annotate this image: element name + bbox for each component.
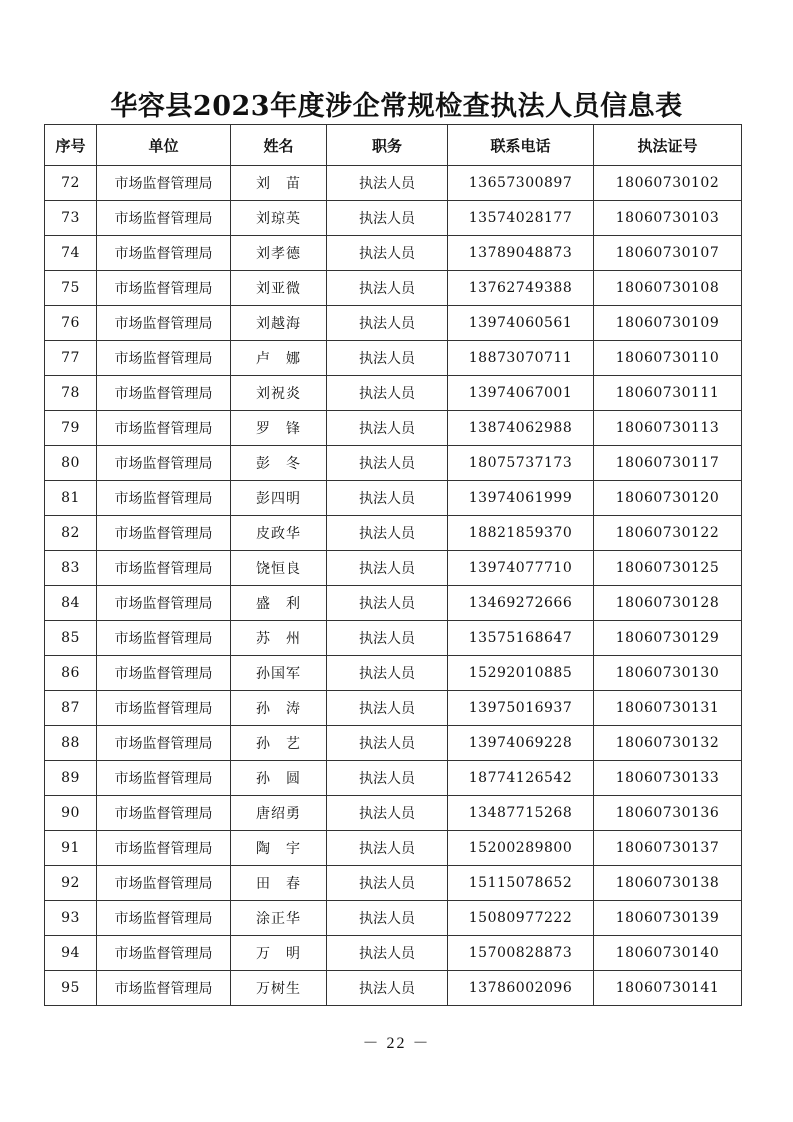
- license-cell: 18060730140: [594, 936, 742, 971]
- index-cell: 73: [45, 201, 97, 236]
- table-header-row: [45, 125, 742, 166]
- name-cell: 孙 艺: [231, 726, 327, 761]
- position-cell: 执法人员: [327, 621, 448, 656]
- name-cell: 刘 苗: [231, 166, 327, 201]
- name-cell: 田 春: [231, 866, 327, 901]
- phone-cell: 15292010885: [448, 656, 594, 691]
- phone-cell: 13974067001: [448, 376, 594, 411]
- license-cell: 18060730136: [594, 796, 742, 831]
- table-row: [45, 691, 742, 726]
- table-row: [45, 481, 742, 516]
- unit-cell: 市场监督管理局: [97, 796, 231, 831]
- index-cell: 93: [45, 901, 97, 936]
- phone-cell: 13974069228: [448, 726, 594, 761]
- phone-cell: 15700828873: [448, 936, 594, 971]
- table-row: [45, 901, 742, 936]
- license-cell: 18060730103: [594, 201, 742, 236]
- unit-cell: 市场监督管理局: [97, 831, 231, 866]
- license-cell: 18060730137: [594, 831, 742, 866]
- table-row: [45, 761, 742, 796]
- header-position: 职务: [327, 125, 448, 166]
- unit-cell: 市场监督管理局: [97, 446, 231, 481]
- phone-cell: 15200289800: [448, 831, 594, 866]
- page-title: 华容县2023年度涉企常规检查执法人员信息表: [110, 91, 683, 122]
- phone-cell: 13786002096: [448, 971, 594, 1006]
- phone-cell: 18821859370: [448, 516, 594, 551]
- position-cell: 执法人员: [327, 936, 448, 971]
- unit-cell: 市场监督管理局: [97, 901, 231, 936]
- index-cell: 75: [45, 271, 97, 306]
- unit-cell: 市场监督管理局: [97, 866, 231, 901]
- table-row: [45, 516, 742, 551]
- table-row: [45, 271, 742, 306]
- license-cell: 18060730129: [594, 621, 742, 656]
- index-cell: 79: [45, 411, 97, 446]
- phone-cell: 13574028177: [448, 201, 594, 236]
- index-cell: 81: [45, 481, 97, 516]
- unit-cell: 市场监督管理局: [97, 656, 231, 691]
- table-row: [45, 831, 742, 866]
- phone-cell: 13469272666: [448, 586, 594, 621]
- table-row: [45, 551, 742, 586]
- personnel-table: [44, 124, 742, 1006]
- license-cell: 18060730128: [594, 586, 742, 621]
- unit-cell: 市场监督管理局: [97, 936, 231, 971]
- table-row: [45, 971, 742, 1006]
- license-cell: 18060730111: [594, 376, 742, 411]
- index-cell: 88: [45, 726, 97, 761]
- table-row: [45, 341, 742, 376]
- position-cell: 执法人员: [327, 691, 448, 726]
- license-cell: 18060730133: [594, 761, 742, 796]
- index-cell: 77: [45, 341, 97, 376]
- name-cell: 苏 州: [231, 621, 327, 656]
- header-name: 姓名: [231, 125, 327, 166]
- unit-cell: 市场监督管理局: [97, 376, 231, 411]
- license-cell: 18060730120: [594, 481, 742, 516]
- index-cell: 76: [45, 306, 97, 341]
- license-cell: 18060730139: [594, 901, 742, 936]
- position-cell: 执法人员: [327, 446, 448, 481]
- position-cell: 执法人员: [327, 831, 448, 866]
- position-cell: 执法人员: [327, 551, 448, 586]
- table-row: [45, 306, 742, 341]
- index-cell: 72: [45, 166, 97, 201]
- license-cell: 18060730122: [594, 516, 742, 551]
- phone-cell: 15115078652: [448, 866, 594, 901]
- name-cell: 刘孝德: [231, 236, 327, 271]
- table-row: [45, 796, 742, 831]
- unit-cell: 市场监督管理局: [97, 306, 231, 341]
- license-cell: 18060730125: [594, 551, 742, 586]
- name-cell: 刘亚微: [231, 271, 327, 306]
- position-cell: 执法人员: [327, 516, 448, 551]
- position-cell: 执法人员: [327, 411, 448, 446]
- position-cell: 执法人员: [327, 306, 448, 341]
- license-cell: 18060730141: [594, 971, 742, 1006]
- unit-cell: 市场监督管理局: [97, 236, 231, 271]
- phone-cell: 13487715268: [448, 796, 594, 831]
- index-cell: 74: [45, 236, 97, 271]
- position-cell: 执法人员: [327, 761, 448, 796]
- name-cell: 盛 利: [231, 586, 327, 621]
- unit-cell: 市场监督管理局: [97, 726, 231, 761]
- unit-cell: 市场监督管理局: [97, 551, 231, 586]
- index-cell: 90: [45, 796, 97, 831]
- name-cell: 孙国军: [231, 656, 327, 691]
- index-cell: 80: [45, 446, 97, 481]
- unit-cell: 市场监督管理局: [97, 481, 231, 516]
- table-row: [45, 166, 742, 201]
- license-cell: 18060730110: [594, 341, 742, 376]
- index-cell: 92: [45, 866, 97, 901]
- phone-cell: 13975016937: [448, 691, 594, 726]
- name-cell: 卢 娜: [231, 341, 327, 376]
- license-cell: 18060730109: [594, 306, 742, 341]
- name-cell: 孙 涛: [231, 691, 327, 726]
- index-cell: 86: [45, 656, 97, 691]
- name-cell: 万树生: [231, 971, 327, 1006]
- phone-cell: 18075737173: [448, 446, 594, 481]
- index-cell: 85: [45, 621, 97, 656]
- name-cell: 涂正华: [231, 901, 327, 936]
- license-cell: 18060730131: [594, 691, 742, 726]
- name-cell: 彭 冬: [231, 446, 327, 481]
- phone-cell: 18873070711: [448, 341, 594, 376]
- license-cell: 18060730108: [594, 271, 742, 306]
- table-row: [45, 936, 742, 971]
- name-cell: 孙 圆: [231, 761, 327, 796]
- table-row: [45, 376, 742, 411]
- phone-cell: 13974060561: [448, 306, 594, 341]
- position-cell: 执法人员: [327, 586, 448, 621]
- unit-cell: 市场监督管理局: [97, 271, 231, 306]
- position-cell: 执法人员: [327, 971, 448, 1006]
- page-number: － 22 －: [362, 1035, 431, 1052]
- table-row: [45, 866, 742, 901]
- header-unit: 单位: [97, 125, 231, 166]
- name-cell: 罗 锋: [231, 411, 327, 446]
- unit-cell: 市场监督管理局: [97, 201, 231, 236]
- name-cell: 陶 宇: [231, 831, 327, 866]
- header-license: 执法证号: [594, 125, 742, 166]
- license-cell: 18060730107: [594, 236, 742, 271]
- name-cell: 刘琼英: [231, 201, 327, 236]
- position-cell: 执法人员: [327, 166, 448, 201]
- index-cell: 95: [45, 971, 97, 1006]
- table-row: [45, 621, 742, 656]
- unit-cell: 市场监督管理局: [97, 761, 231, 796]
- phone-cell: 13762749388: [448, 271, 594, 306]
- unit-cell: 市场监督管理局: [97, 341, 231, 376]
- index-cell: 83: [45, 551, 97, 586]
- position-cell: 执法人员: [327, 201, 448, 236]
- unit-cell: 市场监督管理局: [97, 691, 231, 726]
- table-row: [45, 586, 742, 621]
- name-cell: 刘越海: [231, 306, 327, 341]
- name-cell: 万 明: [231, 936, 327, 971]
- phone-cell: 13874062988: [448, 411, 594, 446]
- index-cell: 87: [45, 691, 97, 726]
- name-cell: 皮政华: [231, 516, 327, 551]
- header-index: 序号: [45, 125, 97, 166]
- position-cell: 执法人员: [327, 271, 448, 306]
- name-cell: 唐绍勇: [231, 796, 327, 831]
- position-cell: 执法人员: [327, 236, 448, 271]
- position-cell: 执法人员: [327, 901, 448, 936]
- name-cell: 彭四明: [231, 481, 327, 516]
- unit-cell: 市场监督管理局: [97, 516, 231, 551]
- phone-cell: 13657300897: [448, 166, 594, 201]
- index-cell: 82: [45, 516, 97, 551]
- table-row: [45, 656, 742, 691]
- position-cell: 执法人员: [327, 656, 448, 691]
- license-cell: 18060730102: [594, 166, 742, 201]
- header-phone: 联系电话: [448, 125, 594, 166]
- phone-cell: 15080977222: [448, 901, 594, 936]
- index-cell: 84: [45, 586, 97, 621]
- phone-cell: 13789048873: [448, 236, 594, 271]
- unit-cell: 市场监督管理局: [97, 411, 231, 446]
- unit-cell: 市场监督管理局: [97, 586, 231, 621]
- unit-cell: 市场监督管理局: [97, 166, 231, 201]
- index-cell: 78: [45, 376, 97, 411]
- index-cell: 89: [45, 761, 97, 796]
- table-row: [45, 236, 742, 271]
- position-cell: 执法人员: [327, 726, 448, 761]
- position-cell: 执法人员: [327, 376, 448, 411]
- position-cell: 执法人员: [327, 866, 448, 901]
- table-row: [45, 411, 742, 446]
- phone-cell: 18774126542: [448, 761, 594, 796]
- name-cell: 刘祝炎: [231, 376, 327, 411]
- table-body: [45, 166, 742, 1006]
- license-cell: 18060730130: [594, 656, 742, 691]
- position-cell: 执法人员: [327, 341, 448, 376]
- unit-cell: 市场监督管理局: [97, 621, 231, 656]
- position-cell: 执法人员: [327, 796, 448, 831]
- phone-cell: 13974077710: [448, 551, 594, 586]
- index-cell: 91: [45, 831, 97, 866]
- table-row: [45, 446, 742, 481]
- unit-cell: 市场监督管理局: [97, 971, 231, 1006]
- phone-cell: 13575168647: [448, 621, 594, 656]
- phone-cell: 13974061999: [448, 481, 594, 516]
- license-cell: 18060730138: [594, 866, 742, 901]
- license-cell: 18060730113: [594, 411, 742, 446]
- table-row: [45, 201, 742, 236]
- index-cell: 94: [45, 936, 97, 971]
- name-cell: 饶恒良: [231, 551, 327, 586]
- license-cell: 18060730117: [594, 446, 742, 481]
- position-cell: 执法人员: [327, 481, 448, 516]
- license-cell: 18060730132: [594, 726, 742, 761]
- table-row: [45, 726, 742, 761]
